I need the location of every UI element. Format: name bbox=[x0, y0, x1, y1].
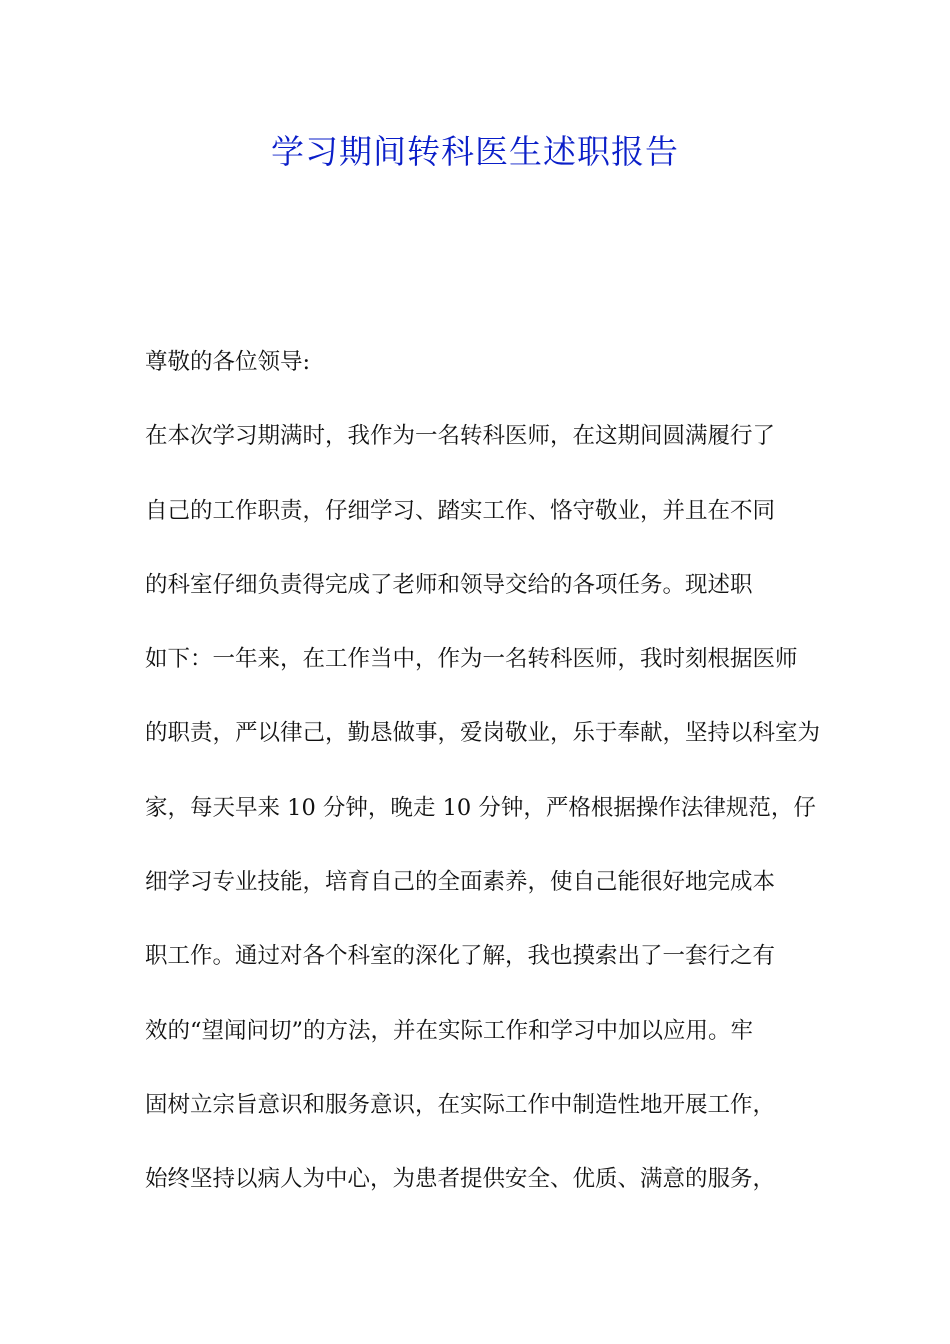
document-title: 学习期间转科医生述职报告 bbox=[271, 132, 679, 171]
document-body bbox=[145, 336, 821, 1228]
body-line: 在本次学习期满时，我作为一名转科医师，在这期间圆满履行了 bbox=[145, 423, 776, 450]
body-line: 如下：一年来，在工作当中，作为一名转科医师，我时刻根据医师 bbox=[145, 646, 798, 673]
body-line: 的科室仔细负责得完成了老师和领导交给的各项任务。现述职 bbox=[145, 571, 753, 598]
body-line: 细学习专业技能，培育自己的全面素养，使自己能很好地完成本 bbox=[145, 869, 776, 896]
body-line: 的职责，严以律己，勤恳做事，爱岗敬业，乐于奉献，坚持以科室为 bbox=[145, 720, 821, 747]
body-line: 职工作。通过对各个科室的深化了解，我也摸索出了一套行之有 bbox=[145, 943, 776, 970]
body-line: 家，每天早来 10 分钟，晚走 10 分钟，严格根据操作法律规范，仔 bbox=[145, 794, 816, 821]
body-line: 效的“望闻问切”的方法，并在实际工作和学习中加以应用。牢 bbox=[145, 1017, 754, 1044]
body-line: 固树立宗旨意识和服务意识，在实际工作中制造性地开展工作， bbox=[145, 1091, 776, 1118]
body-line: 自己的工作职责，仔细学习、踏实工作、恪守敬业，并且在不同 bbox=[145, 497, 776, 524]
body-line: 始终坚持以病人为中心，为患者提供安全、优质、满意的服务， bbox=[145, 1166, 776, 1193]
body-line: 尊敬的各位领导: bbox=[145, 349, 311, 375]
